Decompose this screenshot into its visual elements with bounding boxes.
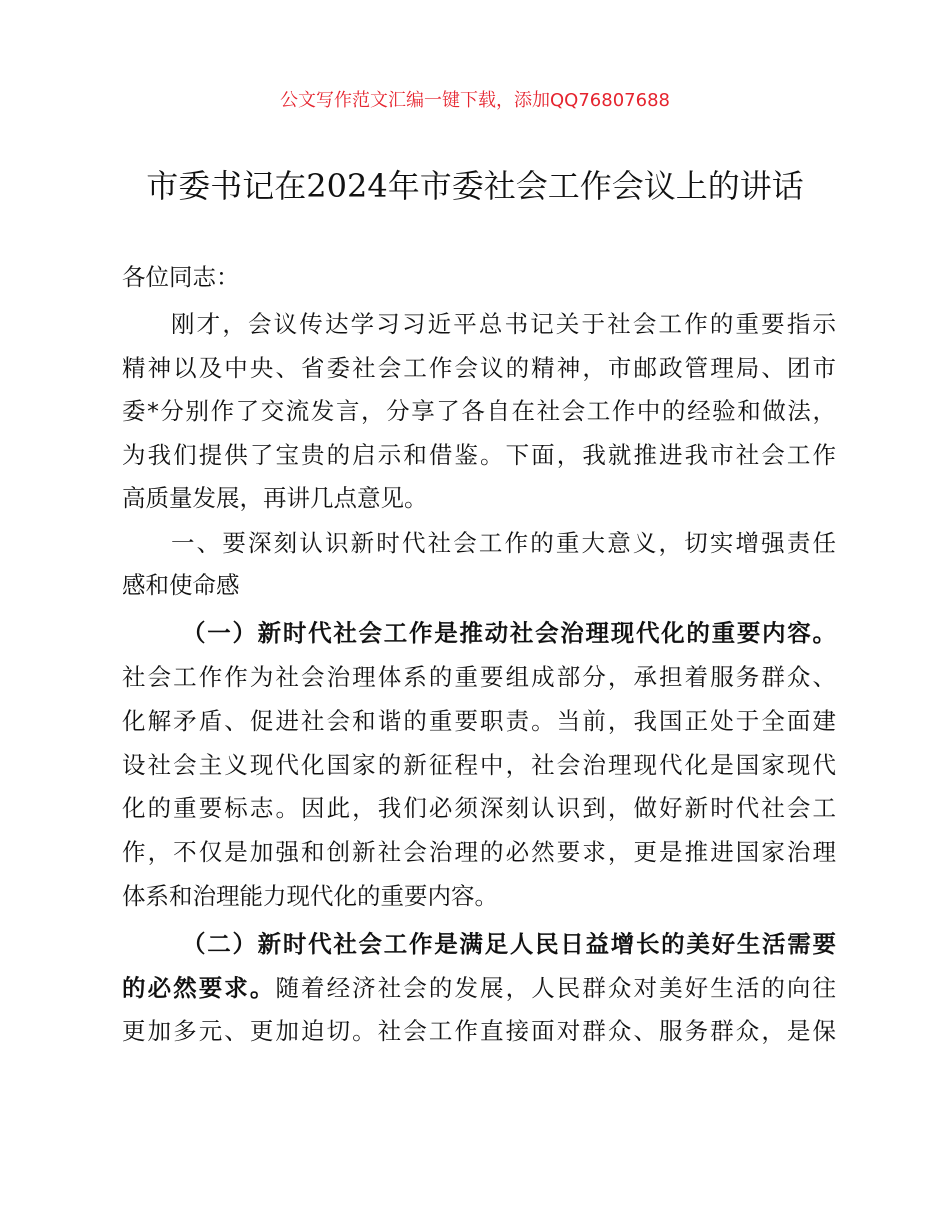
salutation: 各位同志： xyxy=(122,263,240,291)
paragraph-line: 体系和治理能力现代化的重要内容。 xyxy=(122,882,498,910)
paragraph-line: 更加多元、更加迫切。社会工作直接面对群众、服务群众，是保 xyxy=(122,1017,836,1045)
section-heading: 感和使命感 xyxy=(122,571,240,599)
paragraph-line: 设社会主义现代化国家的新征程中，社会治理现代化是国家现代 xyxy=(122,751,836,779)
section-heading: 一、要深刻认识新时代社会工作的重大意义，切实增强责任 xyxy=(171,529,836,557)
subsection-heading: （一）新时代社会工作是推动社会治理现代化的重要内容。 xyxy=(182,619,836,647)
paragraph-line xyxy=(122,973,836,1003)
paragraph-line: 刚才，会议传达学习习近平总书记关于社会工作的重要指示 xyxy=(171,310,836,338)
paragraph-line: 作，不仅是加强和创新社会治理的必然要求，更是推进国家治理 xyxy=(122,838,836,866)
paragraph-line: 化的重要标志。因此，我们必须深刻认识到，做好新时代社会工 xyxy=(122,794,836,822)
paragraph-text: 随着经济社会的发展，人民群众对美好生活的向往 xyxy=(275,974,837,1002)
paragraph-line: 精神以及中央、省委社会工作会议的精神，市邮政管理局、团市 xyxy=(122,354,836,382)
download-banner: 公文写作范文汇编一键下载，添加QQ76807688 xyxy=(280,90,670,111)
paragraph-line: 为我们提供了宝贵的启示和借鉴。下面，我就推进我市社会工作 xyxy=(122,441,836,469)
paragraph-line: 社会工作作为社会治理体系的重要组成部分，承担着服务群众、 xyxy=(122,663,836,691)
subsection-heading-end: 的必然要求。 xyxy=(122,974,276,1002)
paragraph-line: 委*分别作了交流发言，分享了各自在社会工作中的经验和做法， xyxy=(122,397,836,425)
document-title: 市委书记在2024年市委社会工作会议上的讲话 xyxy=(146,167,804,205)
subsection-heading: （二）新时代社会工作是满足人民日益增长的美好生活需要 xyxy=(182,930,836,958)
paragraph-line: 化解矛盾、促进社会和谐的重要职责。当前，我国正处于全面建 xyxy=(122,707,836,735)
paragraph-line: 高质量发展，再讲几点意见。 xyxy=(122,484,428,512)
